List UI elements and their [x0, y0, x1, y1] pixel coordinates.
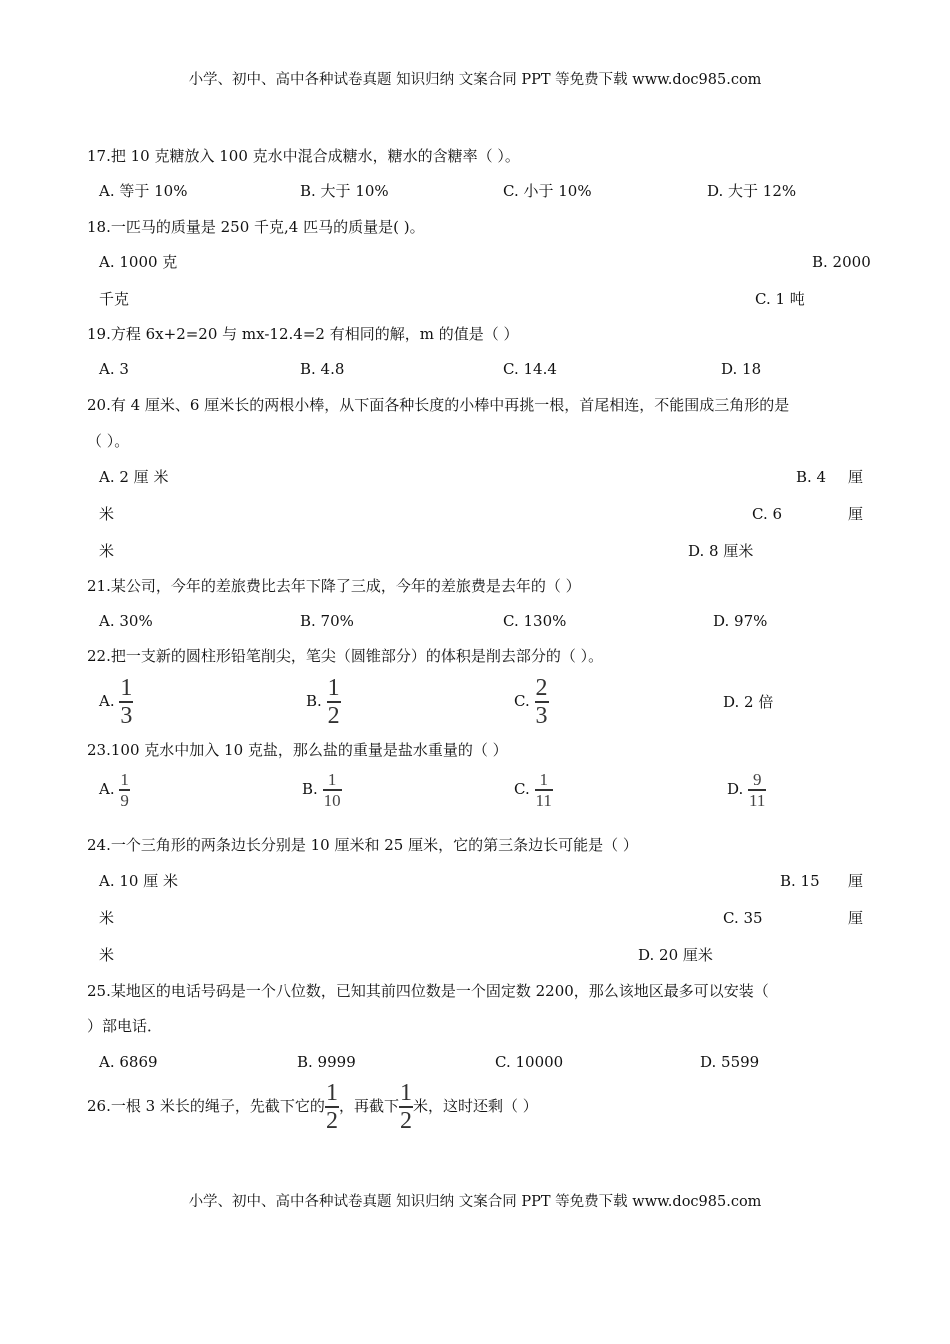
- fraction-numerator: 2: [535, 675, 548, 702]
- q23-option-a-fraction: [119, 771, 130, 809]
- question-20-stem: 20.有 4 厘米、6 厘米长的两根小棒，从下面各种长度的小棒中再挑一根，首尾相连，不能围成三角形的是: [87, 396, 790, 414]
- q25-option-b: B. 9999: [297, 1053, 356, 1071]
- q20-option-b-unit-cont: 米: [99, 505, 115, 523]
- question-19-stem: 19.方程 6x+2=20 与 mx-12.4=2 有相同的解，m 的值是（ ）: [87, 325, 519, 343]
- fraction-numerator: 1: [120, 770, 129, 790]
- q22-option-d: D. 2 倍: [723, 693, 774, 711]
- q23-option-d: [727, 768, 766, 810]
- fraction-numerator: 1: [327, 675, 340, 702]
- q25-option-d: D. 5599: [700, 1053, 760, 1071]
- q25-option-c: C. 10000: [495, 1053, 564, 1071]
- question-25-stem-cont: ）部电话．: [87, 1017, 163, 1035]
- q26-fraction-1: [325, 1081, 339, 1133]
- question-20-stem-cont: （ ）。: [87, 432, 130, 450]
- q17-option-d: D. 大于 12%: [707, 182, 797, 200]
- q20-option-d: D. 8 厘米: [688, 542, 754, 560]
- question-17-stem: 17.把 10 克糖放入 100 克水中混合成糖水，糖水的含糖率（ ）。: [87, 147, 520, 165]
- q26-stem-part-2: ，再截下: [338, 1097, 399, 1115]
- q26-fraction-2: [399, 1081, 413, 1133]
- fraction-numerator: 9: [752, 770, 762, 790]
- q22-option-b: [306, 675, 341, 728]
- q24-option-c: C. 35: [723, 909, 763, 927]
- fraction-denominator: 3: [120, 702, 133, 729]
- q19-option-a: A. 3: [99, 360, 129, 378]
- q22-option-a-fraction: [119, 676, 133, 728]
- q21-option-d: D. 97%: [713, 612, 768, 630]
- question-26-stem: [87, 1080, 538, 1133]
- q18-option-a: A. 1000 克: [99, 253, 178, 271]
- fraction-denominator: 2: [399, 1107, 412, 1134]
- fraction-denominator: 11: [749, 790, 766, 810]
- q24-option-a: A. 10 厘 米: [99, 872, 178, 890]
- fraction-numerator: 1: [539, 770, 548, 790]
- q20-option-c-unit: 厘: [848, 505, 864, 523]
- fraction-denominator: 11: [535, 790, 552, 810]
- fraction-denominator: 9: [120, 790, 129, 810]
- question-23-stem: 23.100 克水中加入 10 克盐，那么盐的重量是盐水重量的（ ）: [87, 741, 508, 759]
- q20-option-c-unit-cont: 米: [99, 542, 115, 560]
- question-18-stem: 18.一匹马的质量是 250 千克,4 匹马的质量是( )。: [87, 218, 425, 236]
- q20-option-b-unit: 厘: [848, 468, 864, 486]
- q23-option-b-fraction: [323, 771, 342, 809]
- q23-option-d-fraction: [748, 771, 766, 809]
- q23-option-d-label: D.: [727, 780, 744, 798]
- q22-option-c: [514, 675, 549, 728]
- fraction-numerator: 1: [325, 1080, 338, 1107]
- q24-option-d: D. 20 厘米: [638, 946, 713, 964]
- fraction-numerator: 1: [327, 770, 337, 790]
- q22-option-b-label: B.: [306, 692, 322, 710]
- fraction-numerator: 1: [399, 1080, 412, 1107]
- fraction-denominator: 2: [325, 1107, 338, 1134]
- q20-option-b: B. 4: [796, 468, 827, 486]
- q17-option-c: C. 小于 10%: [503, 182, 592, 200]
- q18-option-c: C. 1 吨: [755, 290, 805, 308]
- q20-option-c: C. 6: [752, 505, 783, 523]
- q20-option-a: A. 2 厘 米: [99, 468, 169, 486]
- q22-option-c-label: C.: [514, 692, 530, 710]
- q24-option-b-unit-cont: 米: [99, 909, 115, 927]
- q26-stem-part-3: 米，这时还剩（ ）: [412, 1097, 538, 1115]
- q19-option-d: D. 18: [721, 360, 762, 378]
- q23-option-c: [514, 768, 553, 810]
- fraction-denominator: 2: [327, 702, 340, 729]
- question-24-stem: 24.一个三角形的两条边长分别是 10 厘米和 25 厘米，它的第三条边长可能是（ ）: [87, 836, 638, 854]
- q23-option-c-label: C.: [514, 780, 530, 798]
- q24-option-c-unit-cont: 米: [99, 946, 115, 964]
- question-25-stem: 25.某地区的电话号码是一个八位数，已知其前四位数是一个固定数 2200，那么该地区最多可以安装（: [87, 982, 769, 1000]
- q24-option-c-unit: 厘: [848, 909, 864, 927]
- q23-option-a: [99, 768, 130, 810]
- q22-option-c-fraction: [535, 676, 549, 728]
- q18-option-b-unit: 千克: [99, 290, 130, 308]
- q21-option-b: B. 70%: [300, 612, 354, 630]
- q24-option-b-unit: 厘: [848, 872, 864, 890]
- fraction-denominator: 3: [535, 702, 548, 729]
- q17-option-b: B. 大于 10%: [300, 182, 389, 200]
- q18-option-b: B. 2000: [812, 253, 871, 271]
- page-footer: 小学、初中、高中各种试卷真题 知识归纳 文案合同 PPT 等免费下载 www.doc985.com: [188, 1194, 762, 1210]
- q23-option-b-label: B.: [302, 780, 318, 798]
- question-21-stem: 21.某公司，今年的差旅费比去年下降了三成，今年的差旅费是去年的（ ）: [87, 577, 581, 595]
- fraction-denominator: 10: [323, 790, 341, 810]
- q22-option-b-fraction: [327, 676, 341, 728]
- q21-option-c: C. 130%: [503, 612, 567, 630]
- q22-option-a-label: A.: [99, 692, 115, 710]
- q22-option-a: [99, 675, 133, 728]
- question-22-stem: 22.把一支新的圆柱形铅笔削尖，笔尖（圆锥部分）的体积是削去部分的（ ）。: [87, 647, 604, 665]
- q17-option-a: A. 等于 10%: [99, 182, 188, 200]
- q23-option-a-label: A.: [99, 780, 115, 798]
- q19-option-b: B. 4.8: [300, 360, 345, 378]
- q26-stem-part-1: 26.一根 3 米长的绳子，先截下它的: [87, 1097, 325, 1115]
- fraction-numerator: 1: [120, 675, 133, 702]
- q19-option-c: C. 14.4: [503, 360, 557, 378]
- page-header: 小学、初中、高中各种试卷真题 知识归纳 文案合同 PPT 等免费下载 www.doc985.com: [188, 72, 762, 88]
- q24-option-b: B. 15: [780, 872, 820, 890]
- q23-option-b: [302, 768, 342, 810]
- q25-option-a: A. 6869: [99, 1053, 158, 1071]
- q21-option-a: A. 30%: [99, 612, 153, 630]
- q23-option-c-fraction: [535, 771, 553, 809]
